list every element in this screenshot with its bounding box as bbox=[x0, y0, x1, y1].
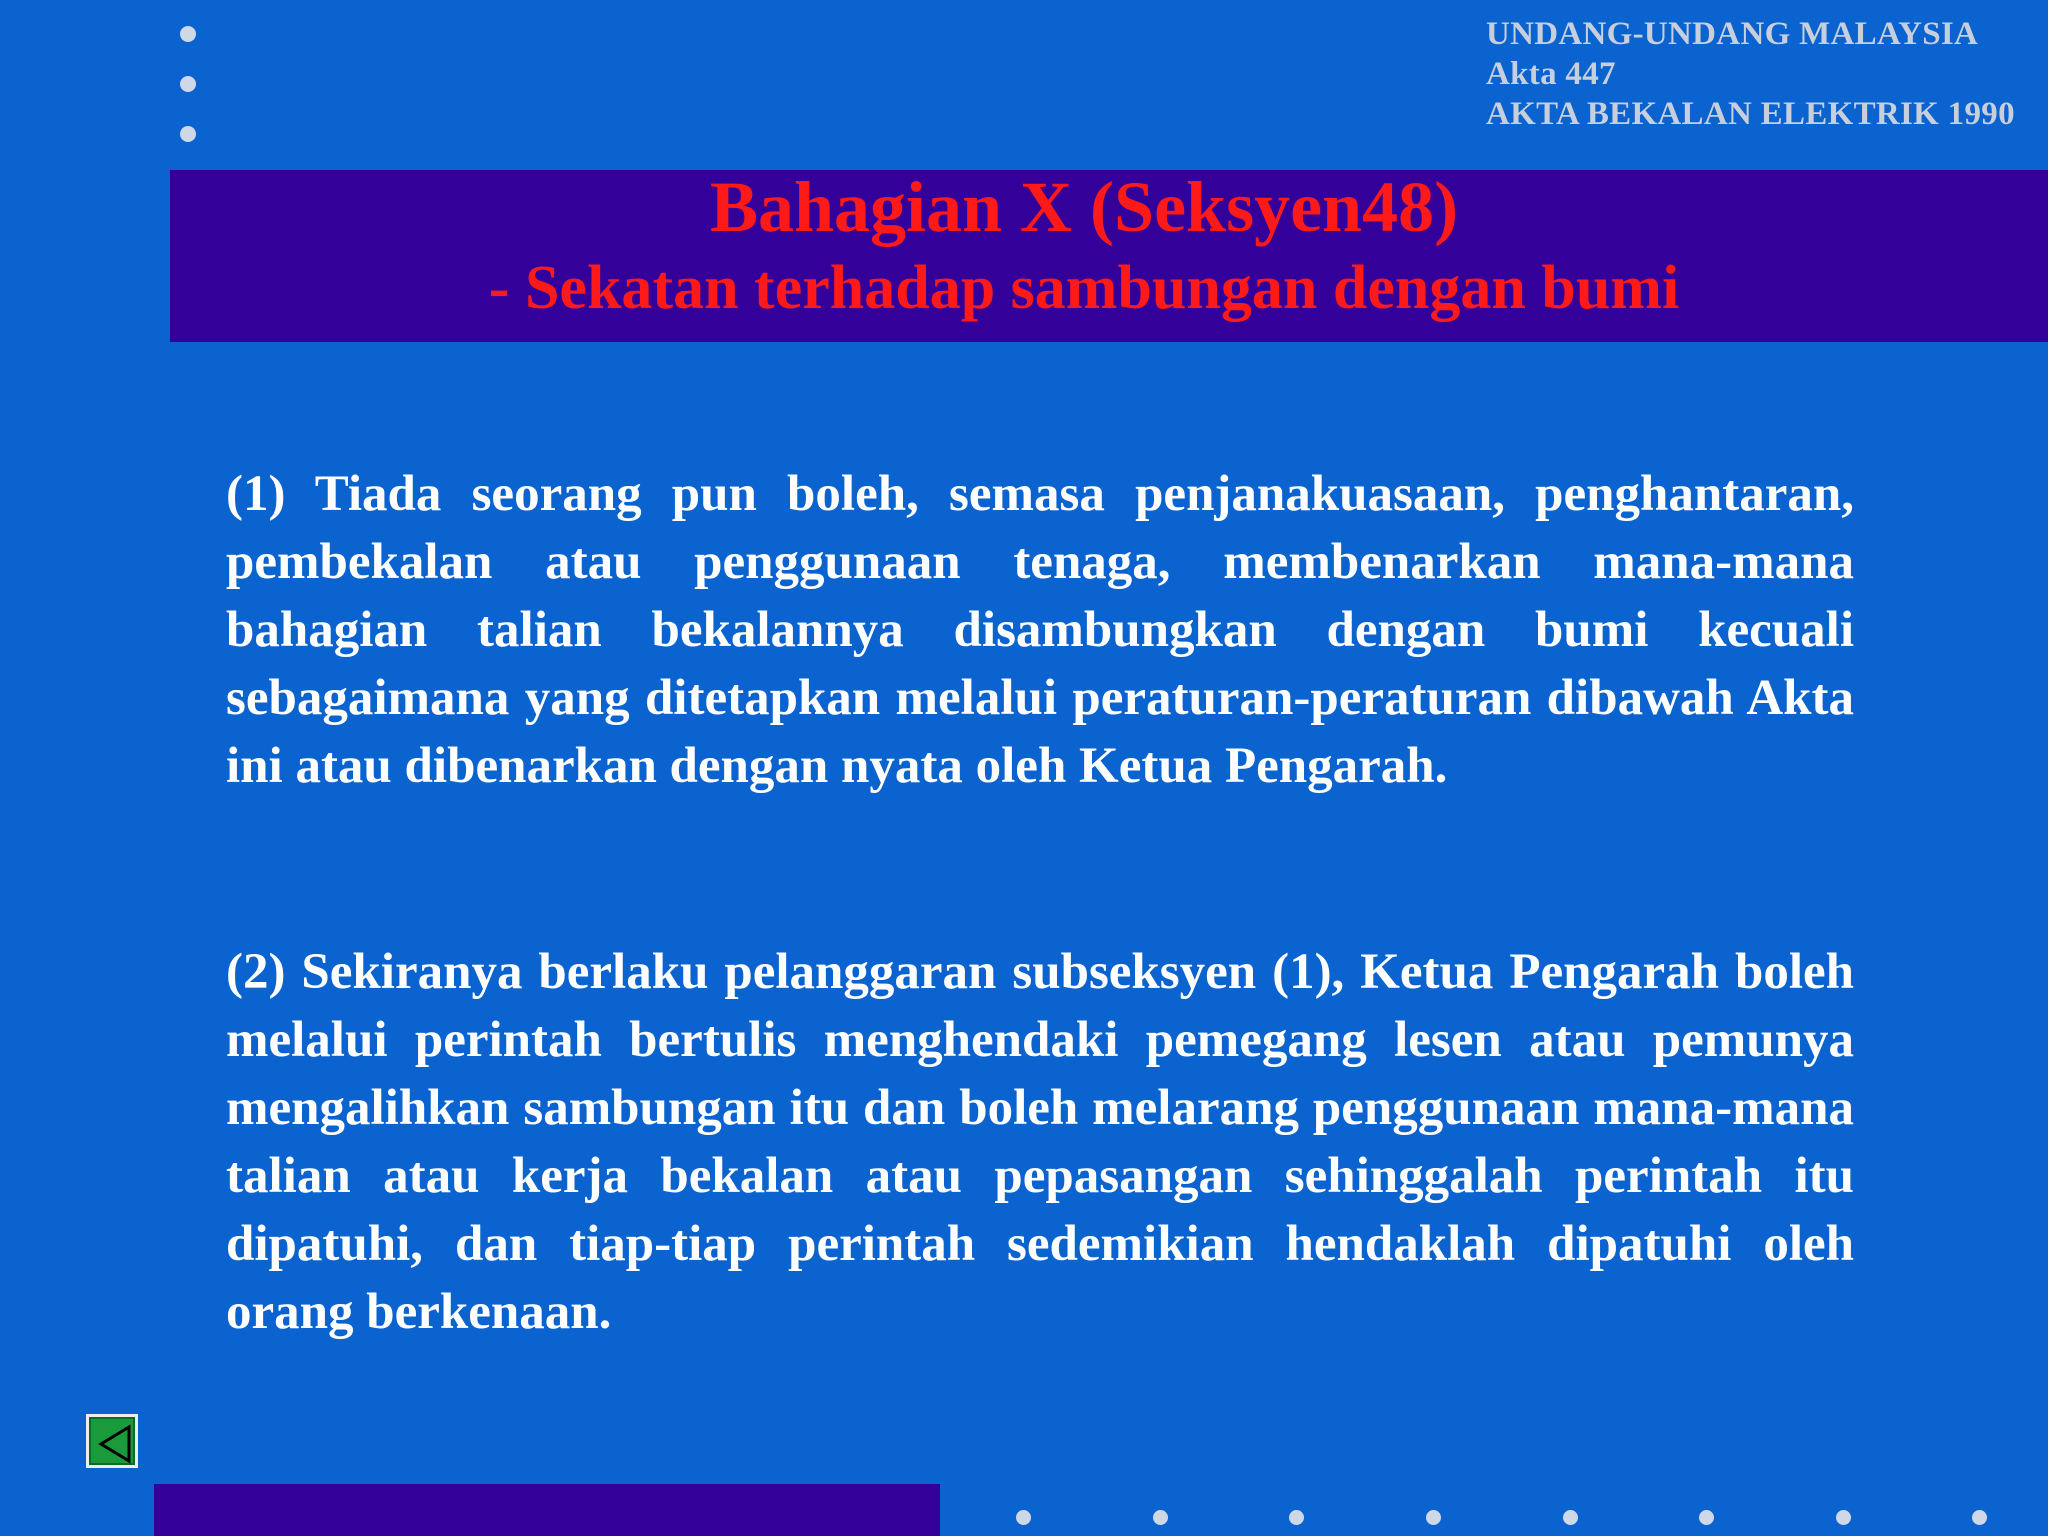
back-button[interactable] bbox=[86, 1414, 138, 1468]
title-band bbox=[170, 167, 2048, 342]
decor-dot-bottom-3 bbox=[1289, 1510, 1304, 1525]
section-paragraph-2: (2) Sekiranya berlaku pelanggaran subseksyen (1), Ketua Pengarah boleh melalui perintah bertulis menghendaki pemegang lesen atau pemunya mengalihkan sambungan itu dan boleh melarang penggunaan mana-mana talian atau kerja bekalan atau pepasangan sehinggalah perintah itu dipatuhi, dan tiap-tiap perintah sedemikian hendaklah dipatuhi oleh orang berkenaan. bbox=[226, 944, 1854, 1340]
decor-dot-bottom-2 bbox=[1153, 1510, 1168, 1525]
decor-dot-top-2 bbox=[180, 76, 196, 92]
slide-subtitle: - Sekatan terhadap sambungan dengan bumi bbox=[488, 254, 1680, 322]
triangle-left-icon bbox=[95, 1423, 135, 1465]
decor-dot-bottom-5 bbox=[1563, 1510, 1578, 1525]
act-header bbox=[1486, 14, 2015, 134]
decor-dot-bottom-1 bbox=[1016, 1510, 1031, 1525]
act-header-line2: Akta 447 bbox=[1486, 56, 1616, 92]
decor-dot-top-1 bbox=[180, 26, 196, 42]
decor-dot-bottom-7 bbox=[1836, 1510, 1851, 1525]
decor-dot-bottom-4 bbox=[1426, 1510, 1441, 1525]
decor-dot-top-3 bbox=[180, 126, 196, 142]
decor-dot-bottom-8 bbox=[1972, 1510, 1987, 1525]
section-paragraph-1: (1) Tiada seorang pun boleh, semasa penjanakuasaan, penghantaran, pembekalan atau penggunaan tenaga, membenarkan mana-mana bahagian talian bekalannya disambungkan dengan bumi kecuali sebagaimana yang ditetapkan melalui peraturan-peraturan dibawah Akta ini atau dibenarkan dengan nyata oleh Ketua Pengarah. bbox=[226, 466, 1854, 794]
decor-dot-bottom-6 bbox=[1699, 1510, 1714, 1525]
footer-bar bbox=[154, 1484, 940, 1536]
act-header-line3: AKTA BEKALAN ELEKTRIK 1990 bbox=[1486, 96, 2015, 132]
slide-title: Bahagian X (Seksyen48) bbox=[709, 167, 1459, 247]
act-header-line1: UNDANG-UNDANG MALAYSIA bbox=[1486, 16, 1979, 52]
